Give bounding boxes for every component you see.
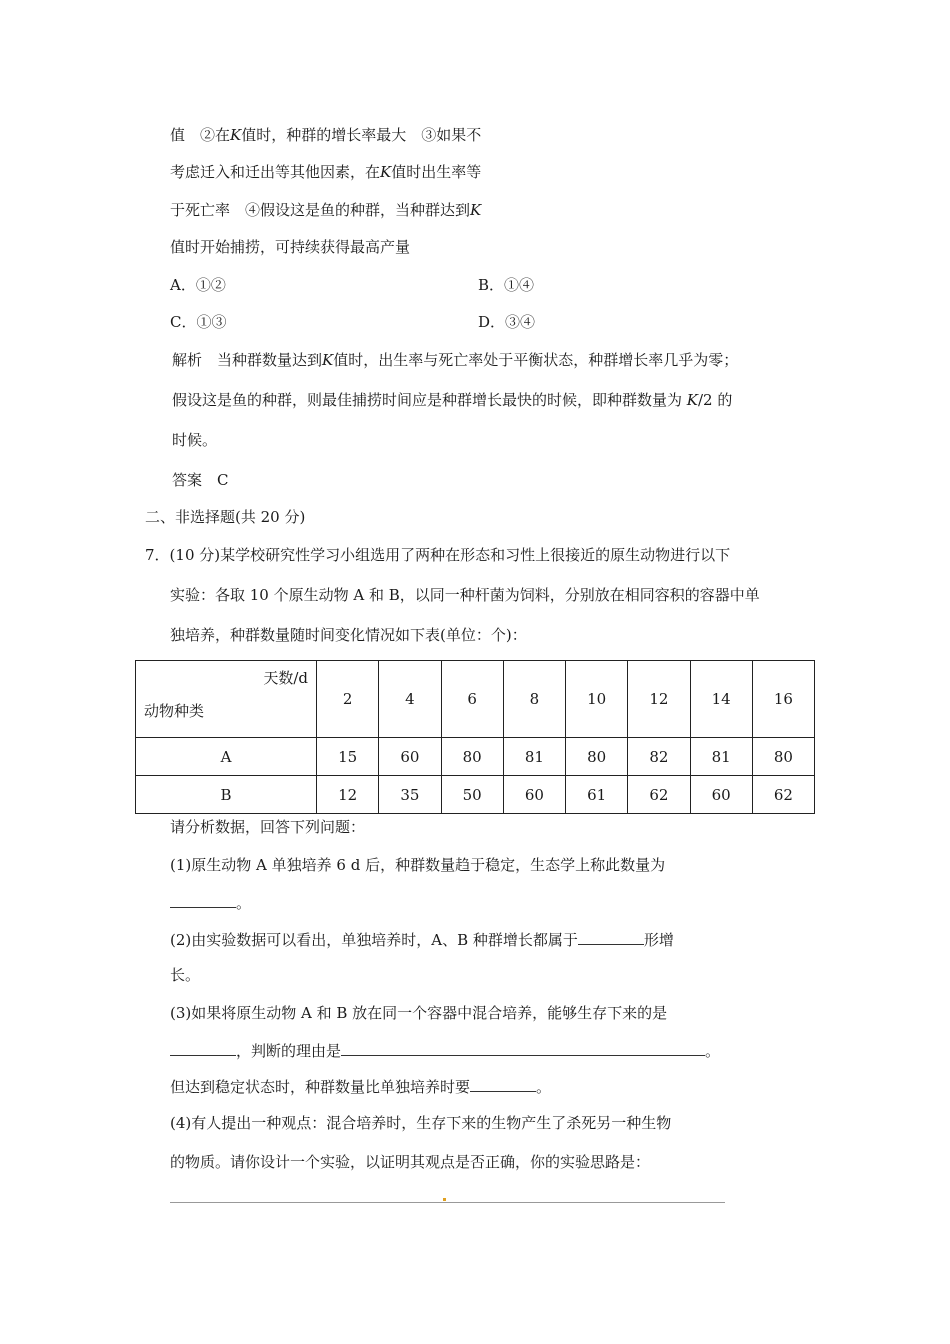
species-name: B (136, 776, 317, 814)
q7-line-3: 独培养，种群数量随时间变化情况如下表(单位：个)： (170, 626, 527, 644)
answer-line: 答案 C (172, 471, 229, 489)
prev-question-line-1 (170, 125, 481, 145)
answer-blank[interactable] (578, 930, 644, 945)
sub-question-3-line-3 (170, 1077, 551, 1097)
corner-bottom-label: 动物种类 (144, 702, 205, 720)
k-symbol: K (686, 391, 698, 409)
prev-question-line-3 (170, 200, 481, 220)
q7-prompt: 请分析数据，回答下列问题： (170, 818, 366, 836)
table-cell: 82 (628, 738, 690, 776)
text-segment: 。 (236, 894, 252, 912)
species-name: A (136, 738, 317, 776)
day-header: 10 (566, 661, 628, 738)
answer-blank[interactable] (341, 1041, 705, 1056)
day-header: 8 (503, 661, 565, 738)
day-header: 2 (317, 661, 379, 738)
day-header: 6 (441, 661, 503, 738)
analysis-line-2 (172, 390, 732, 410)
section-title: 二、非选择题(共 20 分) (145, 508, 306, 526)
table-cell: 61 (566, 776, 628, 814)
analysis-line-3: 时候。 (172, 431, 218, 449)
answer-blank[interactable] (470, 1077, 536, 1092)
table-row (136, 776, 815, 814)
table-cell: 81 (503, 738, 565, 776)
text-segment: 值时，出生率与死亡率处于平衡状态，种群增长率几乎为零； (333, 351, 739, 369)
prev-question-line-4: 值时开始捕捞，可持续获得最高产量 (170, 238, 411, 256)
k-symbol: K (322, 351, 334, 369)
table-cell: 35 (379, 776, 441, 814)
table-cell: 60 (690, 776, 752, 814)
answer-writing-line[interactable] (170, 1202, 725, 1203)
answer-blank[interactable] (170, 1041, 236, 1056)
day-header: 12 (628, 661, 690, 738)
option-c: C．①③ (170, 313, 227, 331)
table-cell: 80 (566, 738, 628, 776)
option-d: D．③④ (478, 313, 536, 331)
day-header: 16 (752, 661, 814, 738)
table-cell: 12 (317, 776, 379, 814)
sub-question-4-line-2: 的物质。请你设计一个实验，以证明其观点是否正确，你的实验思路是： (170, 1153, 651, 1171)
text-segment: 但达到稳定状态时，种群数量比单独培养时要 (170, 1078, 471, 1096)
sub-question-4: (4)有人提出一种观点：混合培养时，生存下来的生物产生了杀死另一种生物 (170, 1114, 672, 1132)
text-segment: ，判断的理由是 (236, 1042, 342, 1060)
table-cell: 60 (503, 776, 565, 814)
text-segment: 假设这是鱼的种群，则最佳捕捞时间应是种群增长最快的时候，即种群数量为 (172, 391, 687, 409)
k-symbol: K (380, 163, 392, 181)
decorative-dot (443, 1198, 446, 1201)
text-segment: 。 (705, 1042, 721, 1060)
text-segment: 。 (536, 1078, 552, 1096)
table-cell: 80 (441, 738, 503, 776)
table-corner-cell (136, 661, 317, 738)
sub-question-1-answer (170, 893, 251, 913)
q7-line-1: 7．(10 分)某学校研究性学习小组选用了两种在形态和习性上很接近的原生动物进行以下 (145, 546, 731, 564)
text-segment: 值时出生率等 (391, 163, 482, 181)
population-table (135, 660, 815, 814)
sub-question-3: (3)如果将原生动物 A 和 B 放在同一个容器中混合培养，能够生存下来的是 (170, 1004, 668, 1022)
prev-question-line-2 (170, 162, 481, 182)
text-segment: 解析 当种群数量达到 (172, 351, 323, 369)
text-segment: 形增 (643, 931, 674, 949)
text-segment: /2 的 (698, 391, 733, 409)
answer-blank[interactable] (170, 893, 236, 908)
text-segment: 值 ②在 (170, 126, 231, 144)
sub-question-3-answer (170, 1041, 720, 1061)
sub-question-2 (170, 930, 674, 950)
table-cell: 15 (317, 738, 379, 776)
day-header: 4 (379, 661, 441, 738)
table-row (136, 738, 815, 776)
table-cell: 62 (628, 776, 690, 814)
option-a: A．①② (170, 276, 226, 294)
sub-question-1: (1)原生动物 A 单独培养 6 d 后，种群数量趋于稳定，生态学上称此数量为 (170, 856, 666, 874)
table-cell: 50 (441, 776, 503, 814)
table-cell: 60 (379, 738, 441, 776)
analysis-line-1 (172, 350, 738, 370)
k-symbol: K (470, 201, 482, 219)
q7-line-2: 实验：各取 10 个原生动物 A 和 B，以同一种杆菌为饲料，分别放在相同容积的容器中单 (170, 586, 760, 604)
k-symbol: K (230, 126, 242, 144)
table-cell: 80 (752, 738, 814, 776)
table-cell: 81 (690, 738, 752, 776)
corner-top-label: 天数/d (263, 669, 308, 687)
table-cell: 62 (752, 776, 814, 814)
option-b: B．①④ (478, 276, 535, 294)
text-segment: 于死亡率 ④假设这是鱼的种群，当种群达到 (170, 201, 471, 219)
day-header: 14 (690, 661, 752, 738)
sub-question-2-cont: 长。 (170, 966, 201, 984)
table-header-row (136, 661, 815, 738)
text-segment: 考虑迁入和迁出等其他因素，在 (170, 163, 381, 181)
text-segment: 值时，种群的增长率最大 ③如果不 (241, 126, 482, 144)
text-segment: (2)由实验数据可以看出，单独培养时，A、B 种群增长都属于 (170, 931, 578, 949)
